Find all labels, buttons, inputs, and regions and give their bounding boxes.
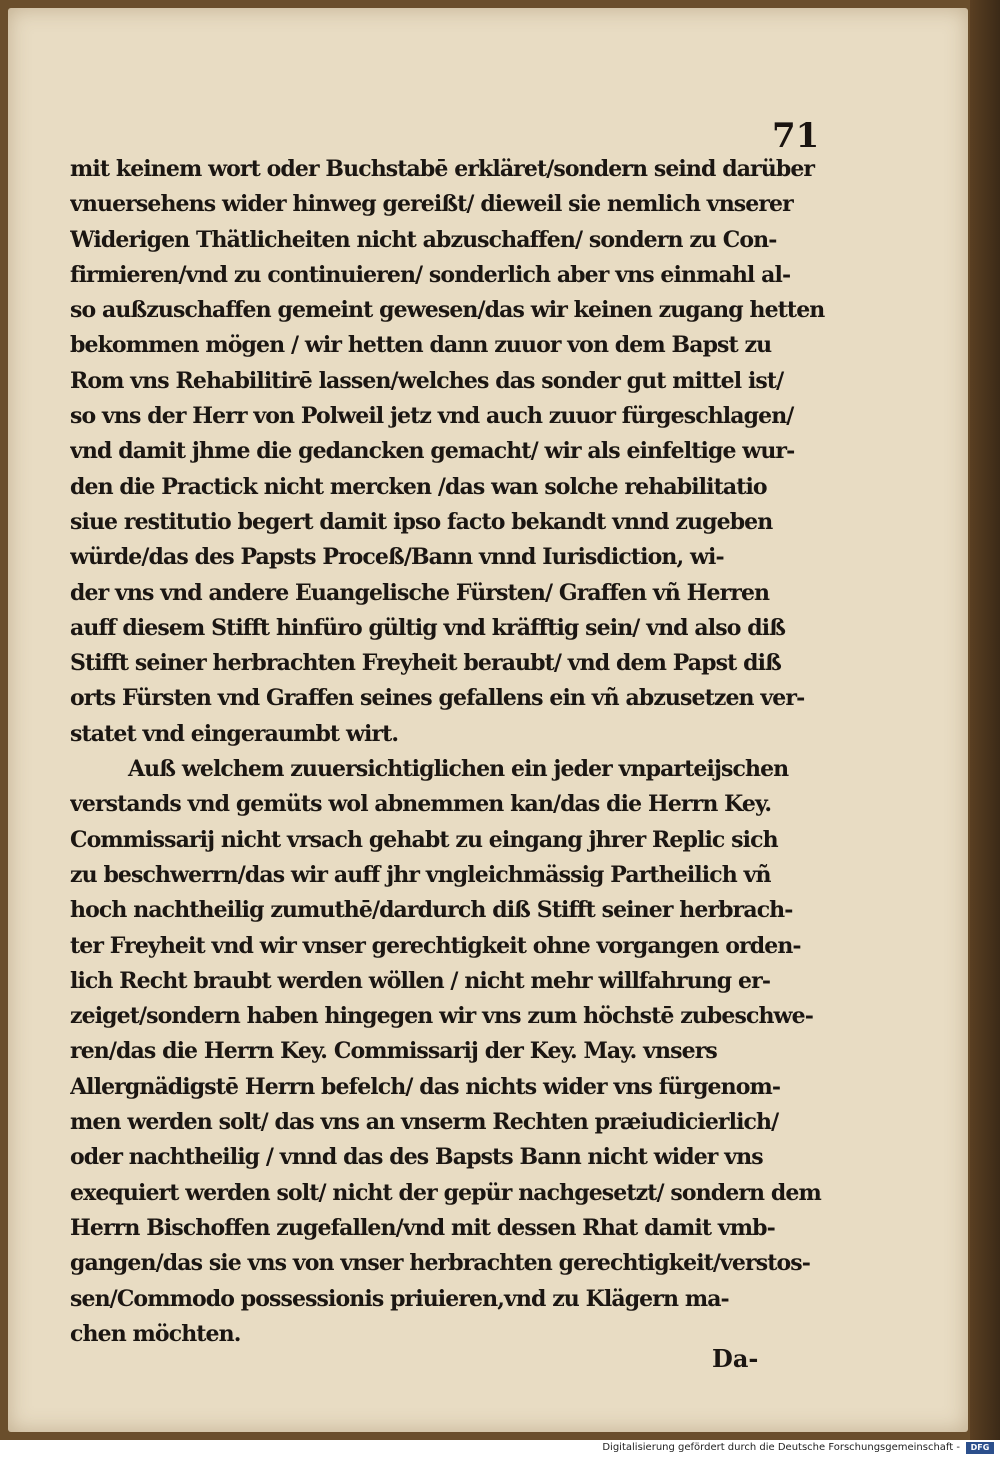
text-line: mit keinem wort oder Buchstabē erkläret/sondern seind darüber — [70, 156, 815, 182]
page-number: 71 — [772, 116, 820, 156]
text-line: sen/Commodo possessionis priuieren,vnd zu Klägern ma- — [70, 1285, 729, 1312]
dfg-logo: DFG — [966, 1442, 994, 1454]
text-line: statet vnd eingeraumbt wirt. — [70, 720, 399, 747]
text-line: auff diesem Stifft hinfüro gültig vnd kräfftig sein/ vnd also diß — [70, 614, 786, 641]
book-page — [8, 8, 968, 1432]
text-line: Auß welchem zuuersichtiglichen ein jeder vnparteijschen — [128, 756, 789, 783]
body-text — [70, 152, 852, 1352]
book-edge — [970, 0, 1000, 1440]
text-line: verstands vnd gemüts wol abnemmen kan/das die Herrn Key. — [70, 791, 772, 818]
text-line: den die Practick nicht mercken /das wan solche rehabilitatio — [70, 473, 767, 500]
footer-credit: Digitalisierung gefördert durch die Deutsche Forschungsgemeinschaft - — [602, 1442, 960, 1453]
text-line: hoch nachtheilig zumuthē/dardurch diß Stifft seiner herbrach- — [70, 897, 793, 924]
text-line: orts Fürsten vnd Graffen seines gefallens ein vñ abzusetzen ver- — [70, 685, 805, 712]
text-line: so vns der Herr von Polweil jetz vnd auch zuuor fürgeschlagen/ — [70, 403, 794, 430]
text-line: siue restitutio begert damit ipso facto bekandt vnnd zugeben — [70, 508, 773, 535]
text-line: chen möchten. — [70, 1320, 241, 1347]
text-line: zu beschwerrn/das wir auff jhr vngleichmässig Partheilich vñ — [70, 861, 771, 888]
text-line: ren/das die Herrn Key. Commissarij der Key. May. vnsers — [70, 1038, 717, 1065]
text-line: zeiget/sondern haben hingegen wir vns zum höchstē zubeschwe- — [70, 1003, 813, 1030]
text-line: oder nachtheilig / vnnd das des Bapsts Bann nicht wider vns — [70, 1144, 763, 1171]
text-line: der vns vnd andere Euangelische Fürsten/ Graffen vñ Herren — [70, 579, 770, 606]
text-line: Rom vns Rehabilitirē lassen/welches das sonder gut mittel ist/ — [70, 367, 784, 394]
text-line: Commissarij nicht vrsach gehabt zu eingang jhrer Replic sich — [70, 826, 778, 853]
footer — [0, 1440, 1000, 1457]
text-line: Widerigen Thätlicheiten nicht abzuschaffen/ sondern zu Con- — [70, 226, 777, 253]
text-line: vnuersehens wider hinweg gereißt/ dieweil sie nemlich vnserer — [70, 191, 793, 218]
text-line: exequiert werden solt/ nicht der gepür nachgesetzt/ sondern dem — [70, 1179, 821, 1206]
text-line: bekommen mögen / wir hetten dann zuuor von dem Bapst zu — [70, 332, 772, 359]
text-line: so außzuschaffen gemeint gewesen/das wir keinen zugang hetten — [70, 297, 825, 324]
text-line: ter Freyheit vnd wir vnser gerechtigkeit ohne vorgangen orden- — [70, 932, 801, 959]
text-line: firmieren/vnd zu continuieren/ sonderlich aber vns einmahl al- — [70, 261, 791, 288]
text-line: gangen/das sie vns von vnser herbrachten gerechtigkeit/verstos- — [70, 1250, 810, 1277]
text-line: men werden solt/ das vns an vnserm Rechten præiudicierlich/ — [70, 1109, 779, 1136]
catchword: Da- — [712, 1344, 759, 1373]
text-line: lich Recht braubt werden wöllen / nicht mehr willfahrung er- — [70, 967, 771, 994]
text-line: Herrn Bischoffen zugefallen/vnd mit dessen Rhat damit vmb- — [70, 1214, 775, 1241]
text-line: würde/das des Papsts Proceß/Bann vnnd Iurisdiction, wi- — [70, 544, 724, 571]
text-line: Stifft seiner herbrachten Freyheit beraubt/ vnd dem Papst diß — [70, 650, 781, 677]
text-line: vnd damit jhme die gedancken gemacht/ wir als einfeltige wur- — [70, 438, 795, 465]
text-line: Allergnädigstē Herrn befelch/ das nichts wider vns fürgenom- — [70, 1073, 781, 1100]
